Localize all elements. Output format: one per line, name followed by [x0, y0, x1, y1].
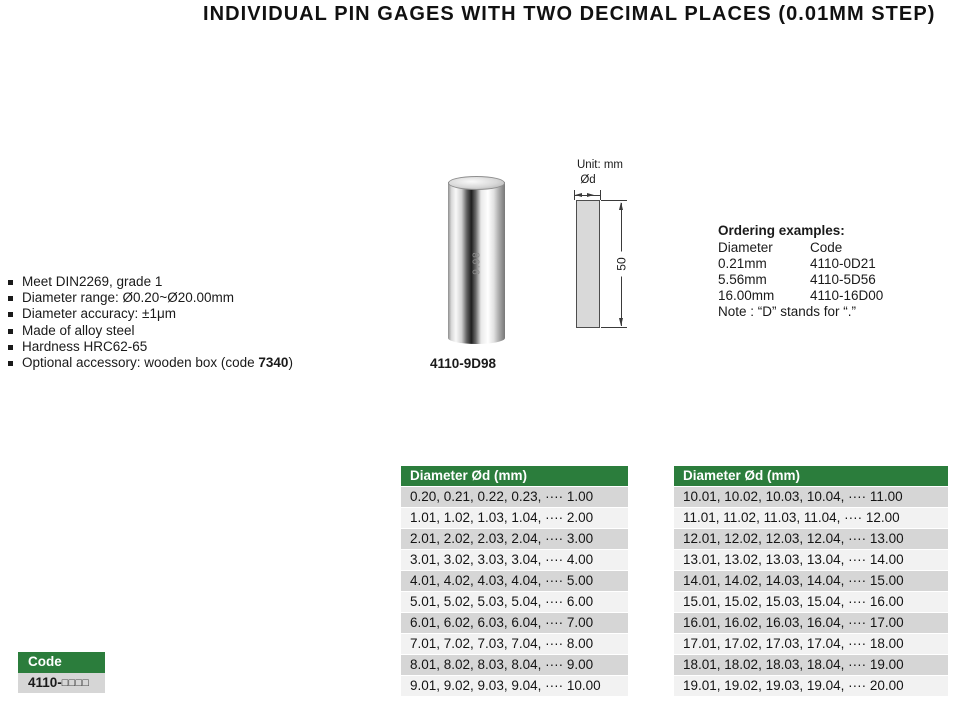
feature-item	[8, 323, 388, 339]
arrowhead-left-icon	[575, 193, 582, 197]
code-box	[18, 652, 105, 693]
diameter-table-1	[401, 466, 628, 697]
table-row: 5.01, 5.02, 5.03, 5.04, ···· 6.00	[401, 592, 628, 613]
bullet-square-icon	[8, 280, 13, 285]
feature-list	[8, 274, 388, 371]
ordering-code-value: 4110-16D00	[810, 288, 884, 304]
table-header: Diameter Ød (mm)	[401, 466, 628, 487]
feature-text: Diameter accuracy: ±1μm	[22, 306, 176, 322]
feature-text: Meet DIN2269, grade 1	[22, 274, 163, 289]
feature-item-accessory	[8, 355, 388, 371]
ordering-col-diameter: Diameter	[718, 239, 773, 255]
feature-text: Hardness HRC62-65	[22, 338, 148, 354]
table-row: 19.01, 19.02, 19.03, 19.04, ···· 20.00	[674, 676, 948, 697]
bullet-square-icon	[8, 361, 13, 366]
diameter-dim-label: Ød	[580, 174, 596, 186]
table-row: 2.01, 2.02, 2.03, 2.04, ···· 3.00	[401, 529, 628, 550]
arrowhead-up-icon	[619, 202, 623, 210]
table-row: 14.01, 14.02, 14.03, 14.04, ···· 15.00	[674, 571, 948, 592]
diameter-table-2	[674, 466, 948, 697]
ordering-heading: Ordering examples:	[718, 223, 845, 238]
table-row: 10.01, 10.02, 10.03, 10.04, ···· 11.00	[674, 487, 948, 508]
pin-cylinder	[448, 182, 505, 344]
code-placeholder-squares: □□□□	[61, 677, 90, 689]
bullet-square-icon	[8, 329, 13, 334]
ordering-code-value: 4110-5D56	[810, 271, 876, 287]
table-row: 7.01, 7.02, 7.03, 7.04, ···· 8.00	[401, 634, 628, 655]
code-prefix: 4110-	[28, 675, 62, 690]
table-row: 12.01, 12.02, 12.03, 12.04, ···· 13.00	[674, 529, 948, 550]
code-box-value	[18, 673, 105, 693]
bullet-square-icon	[8, 345, 13, 350]
dim-extension-line	[601, 327, 627, 328]
pin-outline-drawing	[576, 200, 600, 328]
accessory-prefix: Optional accessory: wooden box (code	[22, 355, 259, 371]
table-row: 8.01, 8.02, 8.03, 8.04, ···· 9.00	[401, 655, 628, 676]
ordering-col-code: Code	[810, 239, 843, 255]
pin-size-marking: 9.98	[471, 251, 482, 275]
table-row: 4.01, 4.02, 4.03, 4.04, ···· 5.00	[401, 571, 628, 592]
feature-item	[8, 290, 388, 306]
ordering-row	[718, 272, 883, 288]
feature-item	[8, 274, 388, 290]
ordering-note: Note : “D” stands for “.”	[718, 304, 857, 320]
table-row: 1.01, 1.02, 1.03, 1.04, ···· 2.00	[401, 508, 628, 529]
model-code-label: 4110-9D98	[430, 356, 497, 371]
feature-item	[8, 339, 388, 355]
table-row: 13.01, 13.02, 13.03, 13.04, ···· 14.00	[674, 550, 948, 571]
feature-item	[8, 306, 388, 322]
feature-rows	[8, 274, 388, 355]
dim-extension-line	[601, 200, 627, 201]
table-row: 6.01, 6.02, 6.03, 6.04, ···· 7.00	[401, 613, 628, 634]
accessory-code: 7340	[258, 355, 289, 371]
ordering-rows	[718, 256, 883, 305]
table-row: 15.01, 15.02, 15.03, 15.04, ···· 16.00	[674, 592, 948, 613]
table-row: 16.01, 16.02, 16.03, 16.04, ···· 17.00	[674, 613, 948, 634]
accessory-suffix: )	[288, 355, 293, 371]
page-title: INDIVIDUAL PIN GAGES WITH TWO DECIMAL PLACES (0.01MM STEP)	[203, 3, 936, 25]
bullet-square-icon	[8, 312, 13, 317]
pin-gage-photo	[448, 176, 505, 344]
ordering-row	[718, 256, 883, 272]
ordering-column-headers	[718, 240, 883, 256]
table-row: 17.01, 17.02, 17.03, 17.04, ···· 18.00	[674, 634, 948, 655]
unit-label: Unit: mm	[577, 159, 623, 171]
ordering-diameter-value: 5.56mm	[718, 271, 767, 287]
table-row: 3.01, 3.02, 3.03, 3.04, ···· 4.00	[401, 550, 628, 571]
table-row: 9.01, 9.02, 9.03, 9.04, ···· 10.00	[401, 676, 628, 697]
arrowhead-down-icon	[619, 318, 623, 326]
table-row: 11.01, 11.02, 11.03, 11.04, ···· 12.00	[674, 508, 948, 529]
bullet-square-icon	[8, 296, 13, 301]
ordering-diameter-value: 16.00mm	[718, 288, 775, 304]
feature-text: Diameter range: Ø0.20~Ø20.00mm	[22, 290, 234, 306]
table-body	[674, 487, 948, 697]
ordering-code-value: 4110-0D21	[810, 255, 876, 271]
ordering-row	[718, 288, 883, 304]
length-dim-label: 50	[611, 252, 633, 277]
ordering-diameter-value: 0.21mm	[718, 255, 767, 271]
table-row: 0.20, 0.21, 0.22, 0.23, ···· 1.00	[401, 487, 628, 508]
ordering-examples	[718, 223, 883, 321]
arrowhead-right-icon	[587, 193, 594, 197]
table-body	[401, 487, 628, 697]
pin-top-face	[448, 176, 505, 190]
table-header: Diameter Ød (mm)	[674, 466, 948, 487]
table-row: 18.01, 18.02, 18.03, 18.04, ···· 19.00	[674, 655, 948, 676]
code-box-header: Code	[18, 652, 105, 673]
feature-text: Made of alloy steel	[22, 322, 135, 338]
feature-text	[22, 355, 293, 371]
